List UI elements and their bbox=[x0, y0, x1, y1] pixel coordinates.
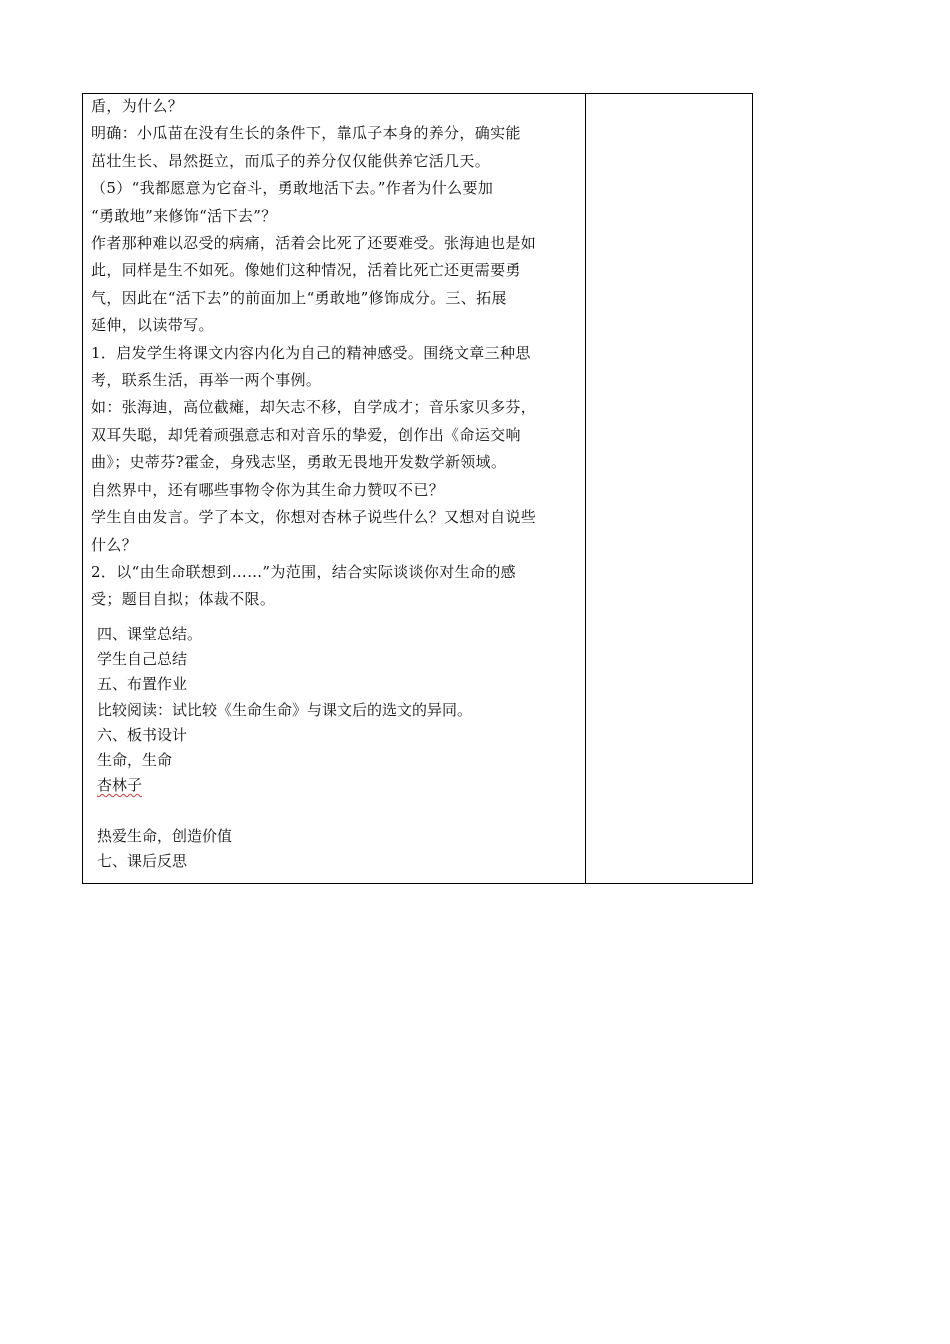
lesson-plan-table bbox=[82, 93, 753, 884]
text-line: 茁壮生长、昂然挺立，而瓜子的养分仅仅能供养它活几天。 bbox=[91, 151, 491, 170]
text-line: 明确：小瓜苗在没有生长的条件下，靠瓜子本身的养分，确实能 bbox=[91, 124, 521, 143]
text-line: 自然界中，还有哪些事物令你为其生命力赞叹不已？ bbox=[91, 480, 445, 499]
reflection-heading: 七、课后反思 bbox=[97, 851, 188, 870]
text-line: 盾，为什么？ bbox=[91, 97, 184, 115]
homework-text: 比较阅读：试比较《生命生命》与课文后的选文的异同。 bbox=[97, 700, 473, 719]
text-line: 气，因此在“活下去”的前面加上“勇敢地”修饰成分。三、拓展 bbox=[91, 288, 507, 307]
text-line: 延伸，以读带写。 bbox=[91, 316, 214, 335]
main-content-cell bbox=[91, 93, 579, 614]
teaching-process-text bbox=[91, 93, 579, 614]
text-line: （5）“我都愿意为它奋斗，勇敢地活下去。”作者为什么要加 bbox=[91, 179, 494, 198]
text-line: 如：张海迪，高位截瘫，却矢志不移，自学成才；音乐家贝多芬， bbox=[91, 398, 537, 417]
spellcheck-marked-text: 杏林子 bbox=[97, 776, 143, 795]
board-design-line: 生命，生命 bbox=[97, 750, 173, 769]
text-line: 曲》；史蒂芬?霍金，身残志坚，勇敢无畏地开发数学新领域。 bbox=[91, 453, 507, 472]
board-design-line bbox=[97, 773, 577, 798]
text-line: 双耳失聪，却凭着顽强意志和对音乐的挚爱，创作出《命运交响 bbox=[91, 425, 521, 444]
text-line: 考，联系生活，再举一两个事例。 bbox=[91, 371, 322, 390]
side-notes-cell bbox=[586, 94, 752, 883]
text-line: 学生自由发言。学了本文，你想对杏林子说些什么？又想对自说些 bbox=[91, 508, 537, 527]
text-line: 什么？ bbox=[91, 535, 138, 554]
blank-line bbox=[97, 798, 577, 823]
text-line: “勇敢地”来修饰“活下去”？ bbox=[91, 206, 277, 225]
board-design-heading: 六、板书设计 bbox=[97, 725, 188, 744]
lesson-closing-section bbox=[97, 622, 577, 874]
summary-heading: 四、课堂总结。 bbox=[97, 625, 203, 643]
text-line: 1．启发学生将课文内容内化为自己的精神感受。围绕文章三种思 bbox=[91, 343, 531, 362]
summary-text: 学生自己总结 bbox=[97, 650, 188, 669]
homework-heading: 五、布置作业 bbox=[97, 675, 188, 694]
text-line: 2．以“由生命联想到……”为范围，结合实际谈谈你对生命的感 bbox=[91, 562, 517, 581]
text-line: 作者那种难以忍受的病痛，活着会比死了还要难受。张海迪也是如 bbox=[91, 234, 537, 253]
board-design-line: 热爱生命，创造价值 bbox=[97, 826, 233, 845]
text-line: 此，同样是生不如死。像她们这种情况，活着比死亡还更需要勇 bbox=[91, 261, 521, 280]
text-line: 受；题目自拟；体裁不限。 bbox=[91, 590, 276, 609]
